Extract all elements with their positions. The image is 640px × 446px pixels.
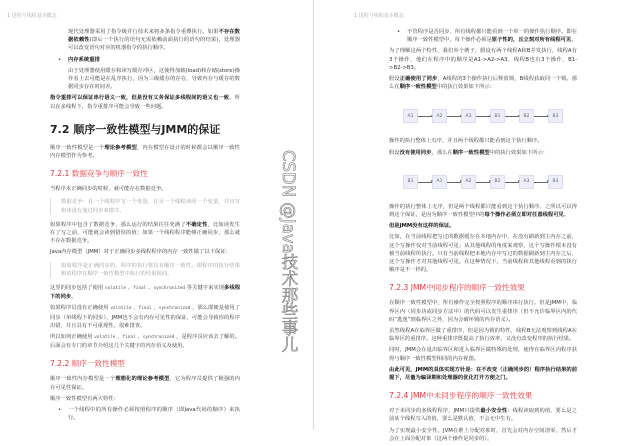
subsection-heading	[389, 283, 577, 293]
bold-text: 顺序一致性模型	[399, 84, 437, 91]
flow-node: B1	[490, 109, 505, 123]
bold-text: 多线程下的同步	[50, 285, 240, 301]
page-header: 1 进程与线程基本概念	[7, 13, 57, 19]
arrow-icon	[447, 182, 461, 183]
text: ，内存模型在设计的时候都会以顺序一致性内存模型作为参考。	[50, 144, 240, 160]
arrow-icon	[476, 116, 490, 117]
inline-code: volatile	[110, 306, 132, 312]
paragraph	[389, 75, 577, 91]
text: 虽然线程A在临界区做了重排序，但是因为锁的特性，线程B无法观察到线程A在临界区的重排序。这种重排序既提高了执行效率，又没有改变程序的执行结果。	[389, 328, 577, 343]
flow-node: B1	[403, 175, 418, 189]
subsection-heading	[50, 169, 240, 179]
paragraph	[389, 233, 577, 274]
watermark: CSDN @Java技术那些事儿	[279, 150, 298, 353]
bold-text: 原子性的，且立刻对所有线程可见	[491, 37, 572, 44]
text: 。	[563, 212, 570, 219]
paragraph	[389, 149, 577, 157]
text: 为了实现最小安全性，JVM在堆上分配对象时，首先会对内存空间清零，然后才会在上面分配对象（这两个操作是同步的）。	[389, 427, 577, 442]
text: ，是程序员应该去了解的。后面会有专门的章节介绍这几个关键字的内存语义及使用。	[50, 334, 240, 350]
text: 当程序未正确同步的时候，就可能存在数据竞争。	[50, 186, 167, 193]
text: 由于处理器使用缓存和读写缓存冲区，这使得加载(load)和存储(store)操作看上去可能是在乱序执行，因为三级缓存的存在，导致内存与缓存的数据同步存在时间差。	[68, 67, 240, 91]
flow-diagram	[389, 109, 577, 123]
subsection-heading	[389, 391, 577, 401]
flow-node: A2	[432, 109, 447, 123]
inline-code: final	[138, 306, 152, 312]
left-page	[0, 0, 313, 429]
page-header: 1 进程与线程基本概念	[354, 13, 404, 19]
text: 不管程序是否同步，所有线程都只能看到一个单一的操作执行顺序。即在顺序一致性模型中，每个操作必须是	[407, 29, 577, 44]
paragraph	[50, 248, 240, 256]
text: (即后一个执行的语句无需依赖前面执行的语句的结果)，处理器可以改变语句对应的机器指令的执行顺序。	[68, 37, 240, 52]
arrow-icon	[505, 182, 519, 183]
text: 如果程序员没有正确使用	[50, 305, 111, 312]
paragraph	[389, 327, 577, 343]
text: 、	[151, 305, 159, 312]
text: 在顺序一致性模型中，所有操作完全按照程序的顺序串行执行。但是JMM中，临界区内（同步块或同步方法中）的代码可以发生重排序（但不允许临界区内的代码“逃逸”到临界区之外，因为会破坏锁的内存语义）。	[389, 300, 577, 323]
paragraph	[389, 47, 577, 72]
arrow-icon	[505, 116, 519, 117]
text: 。	[571, 37, 577, 44]
bold-text: 理论参考模型	[104, 144, 137, 151]
paragraph	[389, 203, 577, 219]
inline-code: synchronized	[153, 286, 186, 292]
flow-node: B2	[519, 109, 534, 123]
flow-node: A3	[461, 109, 476, 123]
text: 7.2.1 数据竞争与顺序一致性	[50, 169, 148, 179]
text: ，那么在	[431, 149, 453, 156]
text: 中的执行效果如下所示：	[436, 84, 495, 91]
text: 、	[146, 285, 154, 292]
list-item-body	[50, 28, 240, 53]
paragraph	[389, 427, 577, 443]
arrow-icon	[418, 182, 432, 183]
text: ，它为程序员提供了极强的内存可见性保证。	[50, 376, 240, 391]
text: 7.2 顺序一致性模型与JMM的保证	[50, 122, 221, 136]
text: 假设	[389, 149, 400, 156]
text: ，比如读发生在了写之前，可能就会读到错误的值；如果一个线程程序能够正确同步，那么就不存在数据竞争。	[50, 221, 240, 245]
inline-code: final	[133, 286, 147, 292]
text: 同时，JMM会在退出临界区和进入临界区做特殊的处理，使得在临界区内程序获得与顺序一致性模型相同的内存视图。	[389, 347, 577, 362]
text: ：线程读取到的值，要么是之前某个线程写入的值，要么是默认值，不会无中生有。	[389, 408, 577, 423]
paragraph	[389, 299, 577, 324]
text: 操作的执行整体上有序，并且两个线程都只能看到这个执行顺序。	[389, 138, 543, 145]
paragraph	[50, 94, 240, 110]
text: 顺序一致性模型有两大特性：	[50, 395, 119, 402]
text: 比如，在当前线程把写过的数据缓存在本地内存中，在没有刷新到主内存之前，这个写操作仅对当前线程可见；从其他线程的角度来观察，这个写操作根本没有被当前线程所执行。只有当前线程把本地内存中写过的数据刷新到主内存之后，这个写操作才对其他线程可见。在这种情况下，当前线程和其他线程看到的执行顺序是不一样的。	[389, 234, 577, 274]
flow-node: A2	[461, 175, 476, 189]
list-item	[50, 56, 240, 64]
arrow-icon	[534, 116, 548, 117]
page-content	[50, 28, 240, 426]
paragraph	[389, 366, 577, 382]
bold-text: 内存系统重排	[68, 56, 100, 63]
text: Java内存模型（JMM）对于正确同步多线程程序的内存一致性做了以下保证：	[50, 249, 231, 256]
flow-node: A1	[403, 109, 418, 123]
text: 顺序一致性模型是一个	[50, 144, 105, 151]
text: 中的执行效果如下所示：	[489, 149, 548, 156]
text: 一个线程中的所有操作必须按照程序的顺序（即Java代码的顺序）来执行。	[68, 407, 240, 422]
bold-text: 指令重排可以保证串行语义一致，但是没有义务保证多线程间的语义也一致	[50, 95, 230, 102]
arrow-icon	[418, 116, 432, 117]
text: 现代处理器采用了指令级并行技术来将多条指令重叠执行。如果	[68, 29, 219, 35]
flow-node: B3	[548, 175, 563, 189]
right-page	[314, 0, 640, 442]
bold-text: 正确使用了同步	[399, 76, 438, 83]
text: 如果程序中包含了数据竞争，那么运行的结果往往充满了	[50, 221, 186, 228]
text: 。所以在多线程下，指令重排序可能会导致一些问题。	[50, 95, 240, 110]
text: 、	[131, 305, 139, 312]
text: 顺序一致性内存模型是一个	[50, 376, 116, 383]
flow-node: A3	[519, 175, 534, 189]
text: 、	[115, 334, 123, 341]
arrow-icon	[447, 116, 461, 117]
text: 、	[135, 334, 143, 341]
blockquote	[50, 262, 240, 278]
text: 7.2.2 顺序一致性模型	[50, 359, 125, 369]
blockquote	[50, 198, 240, 214]
inline-code: final	[122, 335, 136, 341]
flow-node: A1	[432, 175, 447, 189]
section-heading	[50, 123, 240, 137]
paragraph	[50, 221, 240, 246]
list-item-body	[50, 67, 240, 92]
flow-diagram	[389, 175, 577, 189]
text: 等关键字来实现	[185, 285, 225, 292]
bold-text: 但是JMM没有这样的保证。	[389, 223, 455, 230]
arrow-icon	[476, 182, 490, 183]
text: 为了理解这两个特性，我们举个例子，假设有两个线程A和B并发执行，线程A有3个操作，他们在程序中的顺序是A1->A2->A3，线程B也有3个操作，B1->B2->B3。	[389, 48, 577, 71]
bold-text: 理想化的理论参考模型	[115, 376, 170, 383]
arrow-icon	[534, 182, 548, 183]
bold-text: 由此可见，JMM的具体实现方针是：在不改变（正确同步的）程序执行结果的前提下，尽量为编译期和处理器的优化打开方便之门。	[389, 366, 577, 382]
paragraph	[50, 395, 240, 403]
inline-code: synchronized	[142, 335, 175, 341]
bold-text: 没有使用同步	[399, 149, 432, 156]
bold-text: 每个操作必须立即对任意线程可见	[484, 212, 564, 219]
text: 对于未同步的多线程程序，JMM只提供	[389, 408, 481, 415]
paragraph	[389, 137, 577, 145]
paragraph	[389, 346, 577, 362]
text: 、	[126, 285, 134, 292]
paragraph	[389, 222, 577, 230]
flow-node: B3	[548, 109, 563, 123]
text: 7.2.3 JMM中同步程序的顺序一致性效果	[389, 283, 525, 293]
text: 假设	[389, 76, 400, 83]
text: 这里的同步包括了使用	[50, 285, 105, 292]
list-item	[389, 28, 577, 44]
inline-code: synchronized	[158, 306, 191, 312]
paragraph	[50, 144, 240, 160]
paragraph	[50, 304, 240, 330]
paragraph	[50, 333, 240, 350]
inline-code: volatile	[104, 286, 127, 292]
bold-text: 不存在数据依赖性	[68, 29, 240, 44]
subsection-heading	[50, 359, 240, 369]
text: ，A线程的3个操作执行后释放锁，B线程获取同一个锁。那么在	[389, 76, 577, 91]
bold-text: 顺序一致性模型	[452, 149, 490, 156]
bold-text: 不确定性	[185, 221, 208, 228]
paragraph	[50, 284, 240, 301]
page-content	[389, 28, 577, 446]
text: 所以如何正确使用	[50, 334, 95, 341]
list-item	[50, 406, 240, 422]
paragraph	[50, 375, 240, 391]
inline-code: volatile	[94, 335, 116, 341]
paragraph	[389, 407, 577, 423]
text: ，那么即便是使用了同步（单线程下的同步），JMM也不会有内存可见性的保证，可能会导致你的程序出错，并且具有不可重现性，很难排查。	[50, 305, 240, 329]
paragraph	[50, 185, 240, 193]
text: 。	[71, 294, 77, 301]
flow-node: B2	[490, 175, 505, 189]
bold-text: 最小安全性	[480, 408, 508, 415]
text: 7.2.4 JMM中未同步程序的顺序一致性效果	[389, 391, 533, 401]
text: 操作的执行整体上无序，但是两个线程都只能看到这个执行顺序。之所以可以得到这个保证，是因为顺序一致性模型中的	[389, 203, 577, 219]
text: 数据竞争：在一个线程中写一个变量，在另一个线程读同一个变量，并且写和读没有通过同步来排序。	[61, 199, 240, 214]
text: 如果程序是正确同步的，程序的执行将具有顺序一致性。即程序的执行结果和该程序在顺序一致性模型中执行的结果相同。	[61, 262, 240, 277]
